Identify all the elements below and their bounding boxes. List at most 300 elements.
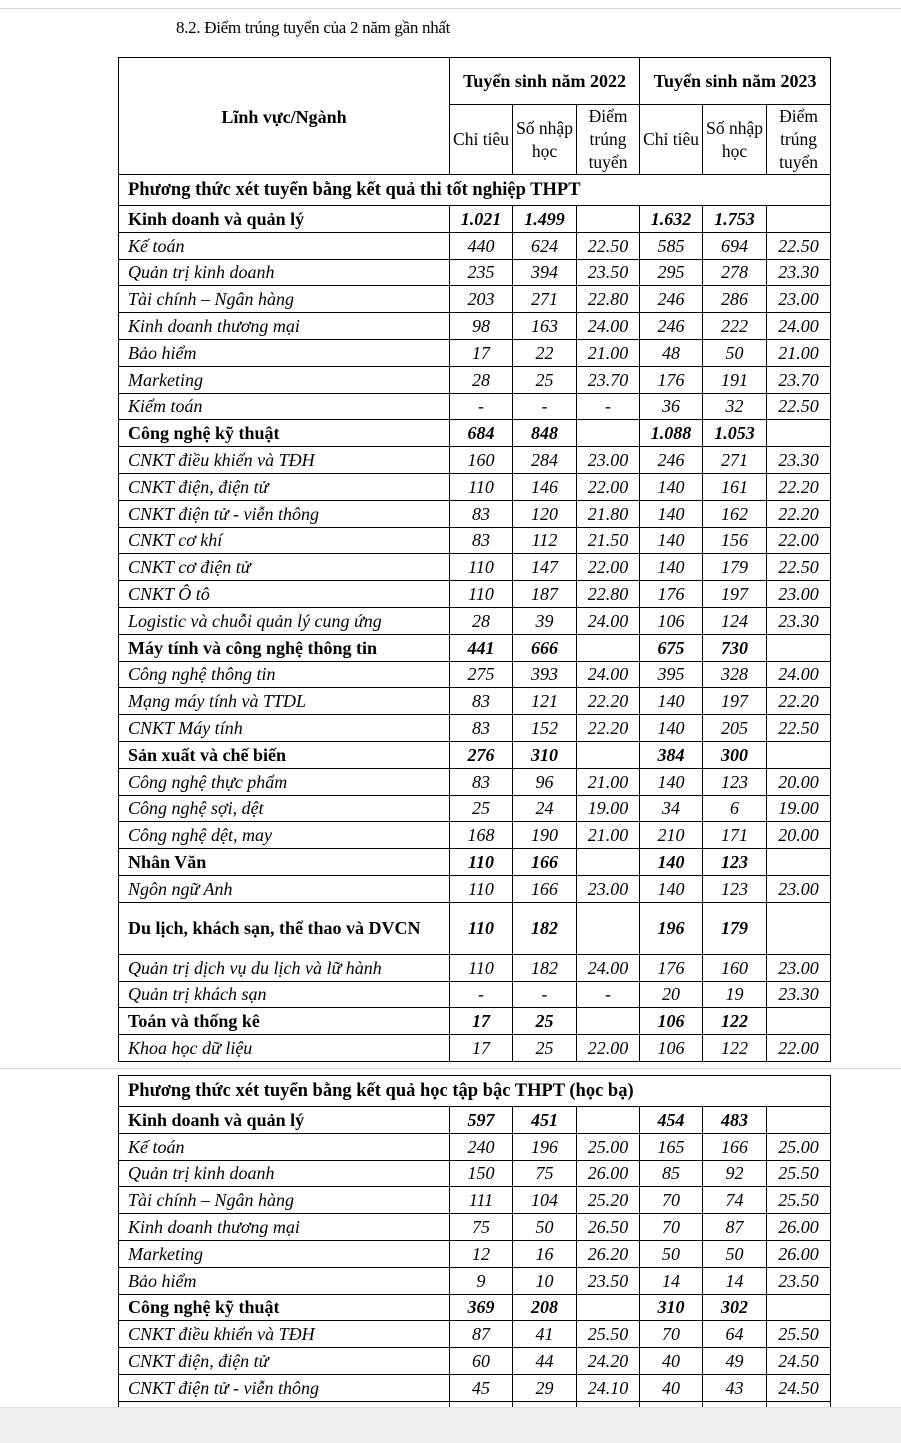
enrolled-2022-cell: 41 — [513, 1321, 577, 1348]
column-header-year-2022: Tuyển sinh năm 2022 — [450, 58, 640, 105]
score-2022-cell: 21.50 — [577, 527, 640, 554]
score-2022-cell: 21.00 — [577, 822, 640, 849]
score-2022-cell: 23.50 — [577, 259, 640, 286]
score-2023-cell: 19.00 — [767, 795, 831, 822]
major-name-cell: Kiểm toán — [119, 393, 450, 420]
score-2022-cell: 21.00 — [577, 339, 640, 366]
score-2022-cell — [577, 849, 640, 876]
quota-2023-cell: 1.088 — [640, 420, 703, 447]
group-name-cell: Toán và thống kê — [119, 1008, 450, 1035]
quota-2022-cell: 83 — [450, 768, 513, 795]
score-2023-cell — [767, 420, 831, 447]
enrolled-2022-cell: 39 — [513, 607, 577, 634]
score-2022-cell: 22.80 — [577, 581, 640, 608]
major-name-cell: Quản trị kinh doanh — [119, 1160, 450, 1187]
quota-2023-cell: 140 — [640, 875, 703, 902]
quota-2023-cell: 36 — [640, 393, 703, 420]
quota-2022-cell: 110 — [450, 875, 513, 902]
quota-2022-cell: 369 — [450, 1294, 513, 1321]
quota-2022-cell: 75 — [450, 1214, 513, 1241]
major-name-cell: Bảo hiểm — [119, 1267, 450, 1294]
score-2023-cell: 22.50 — [767, 232, 831, 259]
enrolled-2023-cell: 191 — [703, 366, 767, 393]
enrolled-2023-cell: 730 — [703, 634, 767, 661]
major-name-cell: Bảo hiểm — [119, 339, 450, 366]
table-row — [119, 607, 831, 634]
enrolled-2022-cell: 208 — [513, 1294, 577, 1321]
enrolled-2023-cell: 14 — [703, 1267, 767, 1294]
group-name-cell: Kinh doanh và quản lý — [119, 206, 450, 233]
score-2023-cell: 23.00 — [767, 581, 831, 608]
score-2022-cell: 26.20 — [577, 1240, 640, 1267]
score-2022-cell: 22.00 — [577, 554, 640, 581]
quota-2023-cell: 395 — [640, 661, 703, 688]
score-2023-cell — [767, 206, 831, 233]
column-header-quota-2022: Chỉ tiêu — [450, 105, 513, 175]
enrolled-2023-cell: 124 — [703, 607, 767, 634]
quota-2022-cell: 111 — [450, 1187, 513, 1214]
score-2022-cell: 22.20 — [577, 688, 640, 715]
major-name-cell: Marketing — [119, 366, 450, 393]
score-2023-cell: 23.00 — [767, 875, 831, 902]
group-row — [119, 741, 831, 768]
score-2023-cell — [767, 741, 831, 768]
score-2022-cell — [577, 1008, 640, 1035]
enrolled-2023-cell: 300 — [703, 741, 767, 768]
enrolled-2023-cell: 19 — [703, 981, 767, 1008]
column-header-year-2023: Tuyển sinh năm 2023 — [640, 58, 831, 105]
score-2023-cell: 22.50 — [767, 715, 831, 742]
score-2023-cell: 22.50 — [767, 554, 831, 581]
enrolled-2022-cell: 271 — [513, 286, 577, 313]
quota-2022-cell: 275 — [450, 661, 513, 688]
enrolled-2022-cell: 451 — [513, 1107, 577, 1134]
enrolled-2022-cell: 182 — [513, 902, 577, 954]
quota-2022-cell: 684 — [450, 420, 513, 447]
quota-2023-cell: 140 — [640, 500, 703, 527]
enrolled-2022-cell: 848 — [513, 420, 577, 447]
table-row — [119, 822, 831, 849]
quota-2022-cell: 28 — [450, 607, 513, 634]
enrolled-2023-cell: 92 — [703, 1160, 767, 1187]
score-2022-cell — [577, 741, 640, 768]
quota-2022-cell: 60 — [450, 1348, 513, 1375]
quota-2022-cell: 150 — [450, 1160, 513, 1187]
enrolled-2023-cell: 156 — [703, 527, 767, 554]
quota-2022-cell: 83 — [450, 715, 513, 742]
table-row — [119, 393, 831, 420]
quota-2023-cell: 85 — [640, 1160, 703, 1187]
table-row — [119, 1348, 831, 1375]
enrolled-2022-cell: - — [513, 393, 577, 420]
score-2023-cell: 22.00 — [767, 527, 831, 554]
enrolled-2023-cell: 43 — [703, 1374, 767, 1401]
score-2023-cell: 24.50 — [767, 1374, 831, 1401]
enrolled-2023-cell: 6 — [703, 795, 767, 822]
enrolled-2023-cell: 328 — [703, 661, 767, 688]
table-row — [119, 339, 831, 366]
enrolled-2023-cell: 694 — [703, 232, 767, 259]
quota-2022-cell: 25 — [450, 795, 513, 822]
quota-2022-cell: 110 — [450, 902, 513, 954]
quota-2023-cell: 585 — [640, 232, 703, 259]
score-2022-cell: 21.80 — [577, 500, 640, 527]
quota-2022-cell: 28 — [450, 366, 513, 393]
quota-2022-cell: 168 — [450, 822, 513, 849]
table-row — [119, 981, 831, 1008]
quota-2022-cell: 9 — [450, 1267, 513, 1294]
score-2022-cell: - — [577, 981, 640, 1008]
quota-2023-cell: 40 — [640, 1374, 703, 1401]
table-row — [119, 527, 831, 554]
quota-2023-cell: 384 — [640, 741, 703, 768]
score-2023-cell: 23.00 — [767, 286, 831, 313]
quota-2022-cell: 597 — [450, 1107, 513, 1134]
table-row — [119, 715, 831, 742]
major-name-cell: CNKT cơ khí — [119, 527, 450, 554]
quota-2023-cell: 50 — [640, 1240, 703, 1267]
score-2022-cell — [577, 1294, 640, 1321]
quota-2022-cell: 110 — [450, 849, 513, 876]
major-name-cell: Quản trị kinh doanh — [119, 259, 450, 286]
enrolled-2022-cell: 22 — [513, 339, 577, 366]
score-2022-cell: 24.20 — [577, 1348, 640, 1375]
quota-2023-cell: 14 — [640, 1267, 703, 1294]
enrolled-2022-cell: 120 — [513, 500, 577, 527]
score-2023-cell: 24.50 — [767, 1348, 831, 1375]
enrolled-2023-cell: 179 — [703, 902, 767, 954]
enrolled-2022-cell: 146 — [513, 473, 577, 500]
quota-2023-cell: 106 — [640, 1008, 703, 1035]
section-heading: 8.2. Điểm trúng tuyển của 2 năm gần nhất — [176, 18, 451, 37]
enrolled-2023-cell: 32 — [703, 393, 767, 420]
column-header-score-2023: Điểm trúng tuyển — [767, 105, 831, 175]
enrolled-2022-cell: 10 — [513, 1267, 577, 1294]
quota-2023-cell: 34 — [640, 795, 703, 822]
table-row — [119, 581, 831, 608]
group-row — [119, 420, 831, 447]
major-name-cell: CNKT điều khiển và TĐH — [119, 1321, 450, 1348]
quota-2023-cell: 165 — [640, 1133, 703, 1160]
group-name-cell: Du lịch, khách sạn, thể thao và DVCN — [119, 902, 450, 954]
enrolled-2023-cell: 205 — [703, 715, 767, 742]
major-name-cell: CNKT điều khiển và TĐH — [119, 447, 450, 474]
table-row — [119, 1321, 831, 1348]
enrolled-2023-cell: 161 — [703, 473, 767, 500]
enrolled-2022-cell: 393 — [513, 661, 577, 688]
quota-2022-cell: 83 — [450, 500, 513, 527]
table-row — [119, 232, 831, 259]
quota-2022-cell: 440 — [450, 232, 513, 259]
group-row — [119, 206, 831, 233]
page-break-divider — [0, 1068, 901, 1069]
enrolled-2023-cell: 197 — [703, 688, 767, 715]
score-2023-cell: 24.00 — [767, 313, 831, 340]
score-2023-cell: 25.50 — [767, 1321, 831, 1348]
enrolled-2022-cell: 163 — [513, 313, 577, 340]
major-name-cell: Công nghệ sợi, dệt — [119, 795, 450, 822]
quota-2022-cell: 12 — [450, 1240, 513, 1267]
enrolled-2023-cell: 122 — [703, 1035, 767, 1062]
score-2022-cell: 24.10 — [577, 1374, 640, 1401]
quota-2023-cell: 140 — [640, 473, 703, 500]
major-name-cell: Kinh doanh thương mại — [119, 313, 450, 340]
quota-2022-cell: 17 — [450, 339, 513, 366]
score-2023-cell: 23.50 — [767, 1267, 831, 1294]
score-2023-cell: 22.20 — [767, 688, 831, 715]
group-row — [119, 634, 831, 661]
enrolled-2023-cell: 64 — [703, 1321, 767, 1348]
table-row — [119, 954, 831, 981]
enrolled-2023-cell: 123 — [703, 875, 767, 902]
score-2023-cell: 23.30 — [767, 981, 831, 1008]
table-row — [119, 875, 831, 902]
enrolled-2023-cell: 171 — [703, 822, 767, 849]
column-header-score-2022: Điểm trúng tuyển — [577, 105, 640, 175]
score-2022-cell: 24.00 — [577, 313, 640, 340]
major-name-cell: Khoa học dữ liệu — [119, 1035, 450, 1062]
enrolled-2023-cell: 122 — [703, 1008, 767, 1035]
enrolled-2022-cell: 50 — [513, 1214, 577, 1241]
major-name-cell: Marketing — [119, 1240, 450, 1267]
major-name-cell: CNKT Máy tính — [119, 715, 450, 742]
major-name-cell: CNKT điện, điện tử — [119, 473, 450, 500]
score-2022-cell: 26.50 — [577, 1214, 640, 1241]
major-name-cell: Mạng máy tính và TTDL — [119, 688, 450, 715]
score-2023-cell — [767, 634, 831, 661]
enrolled-2022-cell: 666 — [513, 634, 577, 661]
enrolled-2022-cell: 25 — [513, 1035, 577, 1062]
table-row — [119, 259, 831, 286]
column-header-field: Lĩnh vực/Ngành — [119, 58, 450, 175]
enrolled-2022-cell: 147 — [513, 554, 577, 581]
enrolled-2022-cell: 16 — [513, 1240, 577, 1267]
group-name-cell: Máy tính và công nghệ thông tin — [119, 634, 450, 661]
score-2022-cell: 25.20 — [577, 1187, 640, 1214]
enrolled-2022-cell: 190 — [513, 822, 577, 849]
score-2022-cell: 22.00 — [577, 473, 640, 500]
group-row — [119, 902, 831, 954]
major-name-cell: Quản trị dịch vụ du lịch và lữ hành — [119, 954, 450, 981]
enrolled-2023-cell: 278 — [703, 259, 767, 286]
major-name-cell: Kinh doanh thương mại — [119, 1214, 450, 1241]
score-2022-cell: 22.80 — [577, 286, 640, 313]
score-2022-cell: 23.70 — [577, 366, 640, 393]
score-2023-cell: 26.00 — [767, 1240, 831, 1267]
score-2023-cell — [767, 849, 831, 876]
admission-method-title: Phương thức xét tuyển bằng kết quả thi tốt nghiệp THPT — [119, 175, 831, 206]
score-2022-cell: - — [577, 393, 640, 420]
enrolled-2023-cell: 49 — [703, 1348, 767, 1375]
score-2022-cell: 24.00 — [577, 661, 640, 688]
enrolled-2022-cell: 112 — [513, 527, 577, 554]
score-2023-cell — [767, 1107, 831, 1134]
quota-2023-cell: 454 — [640, 1107, 703, 1134]
score-2022-cell: 21.00 — [577, 768, 640, 795]
table-row — [119, 1214, 831, 1241]
quota-2023-cell: 176 — [640, 954, 703, 981]
score-2023-cell: 23.30 — [767, 447, 831, 474]
enrolled-2023-cell: 179 — [703, 554, 767, 581]
quota-2022-cell: 276 — [450, 741, 513, 768]
table-row — [119, 1374, 831, 1401]
score-2022-cell: 22.50 — [577, 232, 640, 259]
table-row — [119, 795, 831, 822]
quota-2022-cell: 110 — [450, 581, 513, 608]
score-2022-cell: 25.50 — [577, 1321, 640, 1348]
enrolled-2023-cell: 50 — [703, 339, 767, 366]
table-row — [119, 500, 831, 527]
quota-2023-cell: 310 — [640, 1294, 703, 1321]
group-name-cell: Công nghệ kỹ thuật — [119, 1294, 450, 1321]
quota-2022-cell: 160 — [450, 447, 513, 474]
enrolled-2022-cell: 25 — [513, 366, 577, 393]
score-2023-cell: 22.20 — [767, 473, 831, 500]
score-2023-cell: 24.00 — [767, 661, 831, 688]
major-name-cell: Kế toán — [119, 232, 450, 259]
quota-2022-cell: 17 — [450, 1035, 513, 1062]
enrolled-2023-cell: 166 — [703, 1133, 767, 1160]
score-2023-cell — [767, 1008, 831, 1035]
enrolled-2023-cell: 302 — [703, 1294, 767, 1321]
score-2022-cell: 22.00 — [577, 1035, 640, 1062]
quota-2022-cell: 1.021 — [450, 206, 513, 233]
table-row — [119, 286, 831, 313]
admission-method-title: Phương thức xét tuyển bằng kết quả học tập bậc THPT (học bạ) — [119, 1076, 831, 1107]
score-2023-cell — [767, 902, 831, 954]
enrolled-2023-cell: 87 — [703, 1214, 767, 1241]
group-row — [119, 1294, 831, 1321]
score-2023-cell: 22.00 — [767, 1035, 831, 1062]
score-2023-cell — [767, 1294, 831, 1321]
enrolled-2023-cell: 162 — [703, 500, 767, 527]
quota-2022-cell: 110 — [450, 954, 513, 981]
enrolled-2023-cell: 271 — [703, 447, 767, 474]
quota-2023-cell: 140 — [640, 715, 703, 742]
quota-2023-cell: 1.632 — [640, 206, 703, 233]
quota-2022-cell: - — [450, 981, 513, 1008]
enrolled-2022-cell: 1.499 — [513, 206, 577, 233]
score-2023-cell: 25.50 — [767, 1160, 831, 1187]
enrolled-2022-cell: 152 — [513, 715, 577, 742]
column-header-quota-2023: Chỉ tiêu — [640, 105, 703, 175]
quota-2022-cell: 441 — [450, 634, 513, 661]
score-2022-cell: 26.00 — [577, 1160, 640, 1187]
major-name-cell: Công nghệ thông tin — [119, 661, 450, 688]
table-row — [119, 447, 831, 474]
score-2022-cell: 24.00 — [577, 607, 640, 634]
quota-2022-cell: 83 — [450, 688, 513, 715]
quota-2023-cell: 246 — [640, 447, 703, 474]
score-2023-cell: 21.00 — [767, 339, 831, 366]
score-2023-cell: 25.50 — [767, 1187, 831, 1214]
major-name-cell: CNKT điện, điện tử — [119, 1348, 450, 1375]
table-row — [119, 1035, 831, 1062]
enrolled-2022-cell: 29 — [513, 1374, 577, 1401]
table-row — [119, 1160, 831, 1187]
group-name-cell: Kinh doanh và quản lý — [119, 1107, 450, 1134]
enrolled-2022-cell: 624 — [513, 232, 577, 259]
enrolled-2023-cell: 1.753 — [703, 206, 767, 233]
quota-2023-cell: 246 — [640, 313, 703, 340]
table-row — [119, 1240, 831, 1267]
enrolled-2023-cell: 197 — [703, 581, 767, 608]
major-name-cell: Quản trị khách sạn — [119, 981, 450, 1008]
quota-2023-cell: 210 — [640, 822, 703, 849]
score-2022-cell: 19.00 — [577, 795, 640, 822]
enrolled-2023-cell: 483 — [703, 1107, 767, 1134]
bottom-scroll-area — [0, 1407, 901, 1443]
major-name-cell: CNKT Ô tô — [119, 581, 450, 608]
score-2022-cell — [577, 206, 640, 233]
quota-2023-cell: 196 — [640, 902, 703, 954]
quota-2022-cell: 87 — [450, 1321, 513, 1348]
score-2022-cell: 23.00 — [577, 875, 640, 902]
enrolled-2022-cell: 187 — [513, 581, 577, 608]
enrolled-2023-cell: 123 — [703, 768, 767, 795]
major-name-cell: Công nghệ dệt, may — [119, 822, 450, 849]
major-name-cell: Tài chính – Ngân hàng — [119, 1187, 450, 1214]
score-2023-cell: 22.50 — [767, 393, 831, 420]
major-name-cell: CNKT điện tử - viễn thông — [119, 500, 450, 527]
quota-2023-cell: 140 — [640, 768, 703, 795]
major-name-cell: Công nghệ thực phẩm — [119, 768, 450, 795]
major-name-cell: CNKT điện tử - viễn thông — [119, 1374, 450, 1401]
score-2023-cell: 20.00 — [767, 768, 831, 795]
score-2022-cell: 22.20 — [577, 715, 640, 742]
score-2023-cell: 23.30 — [767, 607, 831, 634]
score-2022-cell: 24.00 — [577, 954, 640, 981]
enrolled-2022-cell: 284 — [513, 447, 577, 474]
score-2022-cell — [577, 420, 640, 447]
score-2023-cell: 22.20 — [767, 500, 831, 527]
score-2023-cell: 26.00 — [767, 1214, 831, 1241]
score-2023-cell: 20.00 — [767, 822, 831, 849]
quota-2023-cell: 675 — [640, 634, 703, 661]
enrolled-2022-cell: 196 — [513, 1133, 577, 1160]
enrolled-2022-cell: 182 — [513, 954, 577, 981]
enrolled-2022-cell: 394 — [513, 259, 577, 286]
enrolled-2023-cell: 50 — [703, 1240, 767, 1267]
quota-2023-cell: 140 — [640, 554, 703, 581]
score-2022-cell — [577, 1107, 640, 1134]
quota-2022-cell: 17 — [450, 1008, 513, 1035]
quota-2023-cell: 70 — [640, 1321, 703, 1348]
group-name-cell: Nhân Văn — [119, 849, 450, 876]
column-header-enrolled-2023: Số nhập học — [703, 105, 767, 175]
quota-2023-cell: 176 — [640, 366, 703, 393]
enrolled-2023-cell: 160 — [703, 954, 767, 981]
quota-2022-cell: 98 — [450, 313, 513, 340]
score-2023-cell: 23.00 — [767, 954, 831, 981]
enrolled-2022-cell: 166 — [513, 875, 577, 902]
score-2022-cell: 23.00 — [577, 447, 640, 474]
column-header-enrolled-2022: Số nhập học — [513, 105, 577, 175]
quota-2023-cell: 106 — [640, 607, 703, 634]
score-2023-cell: 23.70 — [767, 366, 831, 393]
enrolled-2022-cell: 166 — [513, 849, 577, 876]
enrolled-2023-cell: 1.053 — [703, 420, 767, 447]
quota-2023-cell: 140 — [640, 527, 703, 554]
enrolled-2022-cell: 24 — [513, 795, 577, 822]
quota-2023-cell: 140 — [640, 688, 703, 715]
quota-2023-cell: 20 — [640, 981, 703, 1008]
quota-2023-cell: 70 — [640, 1214, 703, 1241]
major-name-cell: Kế toán — [119, 1133, 450, 1160]
major-name-cell: CNKT cơ điện tử — [119, 554, 450, 581]
table-row — [119, 366, 831, 393]
group-name-cell: Công nghệ kỹ thuật — [119, 420, 450, 447]
